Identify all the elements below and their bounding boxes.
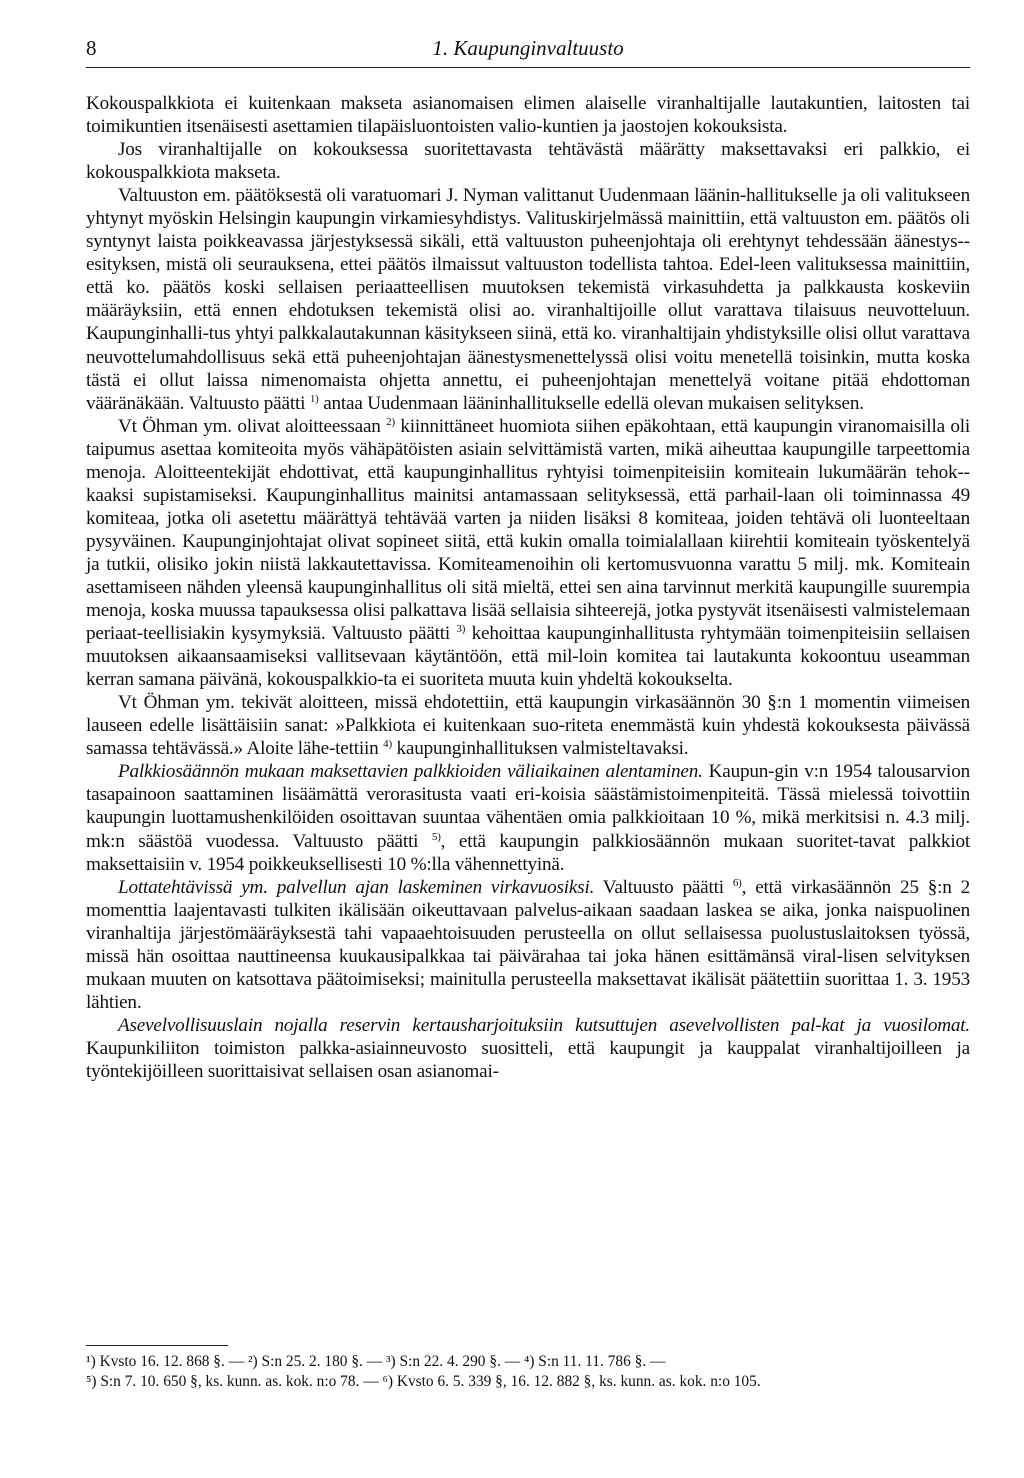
header-rule xyxy=(86,67,970,68)
section-heading: Palkkiosäännön mukaan maksettavien palkkioiden väliaikainen alentaminen. xyxy=(118,761,703,783)
paragraph-text: , että kaupungin palkkiosäännön mukaan suoritet-tavat palkkiot maksettaisiin v. 1954 poikkeuksellisesti 10 %:lla vähennettyinä. xyxy=(86,830,970,875)
paragraph-text: Jos viranhaltijalle on kokouksessa suoritettavasta tehtävästä määrätty maksettavaksi eri palkkio, ei kokouspalkkiota makseta. xyxy=(86,139,970,184)
paragraph xyxy=(86,184,970,414)
paragraph xyxy=(86,691,970,760)
footnote-ref: 3) xyxy=(456,623,466,636)
paragraph xyxy=(86,138,970,184)
paragraph-text: Valtuusto päätti xyxy=(594,876,724,898)
page-header xyxy=(86,34,970,66)
footnote-rule xyxy=(86,1345,228,1346)
footnotes xyxy=(86,1352,970,1392)
footnote-ref: 4) xyxy=(383,738,392,751)
body-text xyxy=(86,92,970,1083)
paragraph-text: kiinnittäneet huomiota siihen epäkohtaan, että kaupungin viranomaisilla oli taipumus asettaa komiteoita myös vähäpätöisten asiain selvittämistä varten, mikä aiheuttaa kaupungille tarpeettomia menoja. Aloitteentekijät ehdottivat, että kaupunginhallitus ryhtyisi toimenpiteisiin komiteain lukumäärän tehok-kaaksi supistamiseksi. Kaupunginhallitus mainitsi antamassaan selityksessä, että parhail-laan oli toiminnassa 49 komiteaa, jotka oli asetettu määrättyä tehtävää varten ja niiden lisäksi 8 komiteaa, joiden tehtävä oli luonteeltaan pysyväinen. Kaupunginjohtajat olivat sopineet siitä, että kukin omalla toimialallaan kiirehtii komiteain työskentelyä ja tutkii, olisiko jokin niistä lakkautettavissa. Komiteamenoihin oli kertomusvuonna varattu 5 milj. mk. Komiteain asettamiseen nähden yleensä kaupunginhallitus oli sitä mieltä, ettei sen aina tarvinnut merkitä kaupungille suurempia menoja, koska muussa tapauksessa olisi palkattava lisää sellaisia sihteerejä, jotka pystyvät itsenäisesti valmistelemaan periaat-teellisiakin kysymyksiä. Valtuusto päätti xyxy=(86,415,970,645)
footnote-ref: 1) xyxy=(309,392,319,405)
running-title: 1. Kaupunginvaltuusto xyxy=(432,36,624,60)
section-heading: Lottatehtävissä ym. palvellun ajan laskeminen virkavuosiksi. xyxy=(118,876,595,898)
paragraph-text: Kaupunkiliiton toimiston palkka-asiainneuvosto suositteli, että kaupungit ja kauppalat viranhaltijoilleen ja työntekijöilleen suorittaisivat sellaisen osan asianomai- xyxy=(86,1037,970,1082)
paragraph xyxy=(86,876,970,1014)
paragraph-text: , että virkasäännön 25 §:n 2 momenttia laajentavasti tulkiten ikälisään oikeuttavaan palvelus-aikaan saadaan laskea se aika, jonka naispuolinen viranhaltija järjestömääräyksestä tahi vapaaehtoisuuden perusteella on ollut sellaisessa puolustuslaitoksen työssä, missä hän osoittaa nauttineensa kuukausipalkkaa tai päivärahaa tai joka hänen esittämänsä viral-lisen selvityksen mukaan muuten on katsottava päätoimiseksi; mainitulla perusteella maksettavat ikälisät päätettiin suorittaa 1. 3. 1953 lähtien. xyxy=(86,876,971,1013)
paragraph xyxy=(86,1014,970,1083)
paragraph-text: Valtuuston em. päätöksestä oli varatuomari J. Nyman valittanut Uudenmaan läänin-hallitukselle ja oli valitukseen yhtynyt myöskin Helsingin kaupungin virkamiesyhdistys. Valituskirjelmässä mainittiin, että valtuuston em. päätös oli syntynyt laista poikkeavassa järjestyksessä sikäli, että valtuuston puheenjohtaja oli erehtynyt tehdessään äänestys-esityksen, mistä oli seurauksena, ettei päätös ilmaissut valtuuston todellista tahtoa. Edel-leen valituksessa mainittiin, että ko. päätös koski sellaisen periaatteellisen muutoksen tekemistä virkasuhdetta ja palkkausta koskeviin määräyksiin, että ennen ehdotuksen tekemistä olisi ao. viranhaltijoille ollut varattava tilaisuus neuvotteluun. Kaupunginhalli-tus yhtyi palkkalautakunnan käsitykseen siinä, että ko. viranhaltijain yhdistyksille olisi ollut varattava neuvottelumahdollisuus sekä että puheenjohtajan äänestysmenettelyssä olisi voitu menetellä toisinkin, mutta koska tästä ei ollut laissa nimenomaista ohjetta annettu, ei puheenjohtajan menettelyä voitane pitää ehdottoman vääränäkään. Valtuusto päätti xyxy=(86,185,970,414)
paragraph xyxy=(86,760,970,875)
footnote-ref: 5) xyxy=(431,830,441,843)
paragraph-text: kaupunginhallituksen valmisteltavaksi. xyxy=(391,738,689,760)
paragraph-text: antaa Uudenmaan lääninhallitukselle edellä olevan mukaisen selityksen. xyxy=(318,392,864,414)
paragraph-text: Kaupun-gin v:n 1954 talousarvion tasapainoon saattaminen lisäämättä verorasitusta vaati eri-koisia säästämistoimenpiteitä. Tässä mielessä toivottiin kaupungin luottamushenkilöiden osoittavan suuntaa vähentäen omia palkkioitaan 10 %, mikä merkitsisi n. 4.3 milj. mk:n säästöä vuodessa. Valtuusto päätti xyxy=(86,761,970,852)
footnote-ref: 2) xyxy=(386,415,395,428)
paragraph-text: Vt Öhman ym. tekivät aloitteen, missä ehdotettiin, että kaupungin virkasäännön 30 §:n 1 momentin viimeisen lauseen edelle lisättäisiin sanat: »Palkkiota ei kuitenkaan suo-riteta enemmästä kuin yhdestä kokouksesta päivässä samassa tehtävässä.» Aloite lähe-tettiin xyxy=(86,692,970,760)
page-number: 8 xyxy=(86,36,97,60)
paragraph-text: Vt Öhman ym. olivat aloitteessaan xyxy=(118,415,381,437)
paragraph-text: kehoittaa kaupunginhallitusta ryhtymään toimenpiteisiin sellaisen muutoksen aikaansaamiseksi vallitsevaan käytäntöön, että mil-loin komitea tai lautakunta kokoontuu useamman kerran samana päivänä, kokouspalkkio-ta ei suoriteta muuta kuin yhdeltä kokoukselta. xyxy=(86,623,970,691)
paragraph xyxy=(86,92,970,138)
footnote-line: ¹) Kvsto 16. 12. 868 §. — ²) S:n 25. 2. 180 §. — ³) S:n 22. 4. 290 §. — ⁴) S:n 11. 11. 786 §. — xyxy=(86,1353,666,1370)
paragraph xyxy=(86,415,970,692)
section-heading: Asevelvollisuuslain nojalla reservin kertausharjoituksiin kutsuttujen asevelvollisten pal-kat ja vuosilomat. xyxy=(118,1014,970,1036)
paragraph-text: Kokouspalkkiota ei kuitenkaan makseta asianomaisen elimen alaiselle viranhaltijalle lautakuntien, laitosten tai toimikuntien itsenäisesti asettamien tilapäisluontoisten valio-kuntien ja jaostojen kokouksista. xyxy=(86,93,970,138)
footnote-ref: 6) xyxy=(732,876,742,889)
footnote-line: ⁵) S:n 7. 10. 650 §, ks. kunn. as. kok. n:o 78. — ⁶) Kvsto 6. 5. 339 §, 16. 12. 882 §, ks. kunn. as. kok. n:o 105. xyxy=(86,1373,761,1390)
